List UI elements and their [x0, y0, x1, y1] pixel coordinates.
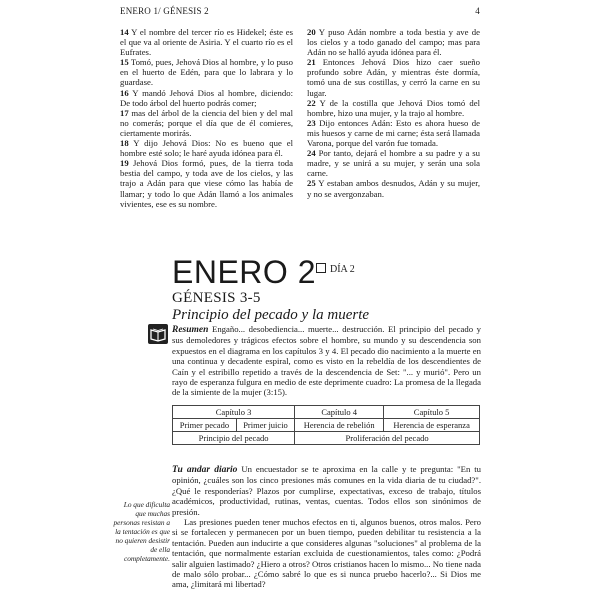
chart-cell: Herencia de rebelión: [295, 419, 384, 432]
open-book-icon: [148, 324, 168, 344]
chart-cell: Herencia de esperanza: [384, 419, 480, 432]
day-checkbox[interactable]: [316, 263, 355, 275]
day-checkbox-label: DÍA 2: [330, 264, 355, 275]
verse: 20 Y puso Adán nombre a toda bestia y ave de los cielos y a todo ganado del campo; mas para Adán no se halló ayuda idónea para él.: [307, 27, 480, 58]
verse: 18 Y dijo Jehová Dios: No es bueno que el hombre esté solo; le haré ayuda idónea para él.: [120, 138, 293, 159]
chart-header-ch3: Capítulo 3: [173, 406, 295, 419]
reading-subtitle: Principio del pecado y la muerte: [172, 307, 370, 323]
summary-text: Engaño... desobediencia... muerte... destrucción. El principio del pecado y sus demoledores y trágicos efectos sobre el hombre, su mundo y su descendencia son expuestos en el diagrama en los capítulos 3 y 4. El pecado dio nacimiento a la muerte en una continua y decadente espiral, como es visto en la rebeldía de los descendientes de Caín y el estribillo repetido a través de la descendencia de Set: "... y murió". Pero un rayo de esperanza fulgura en medio de este deprimente cuadro: La promesa de la llegada de la simiente de la mujer (3:15).: [172, 324, 481, 398]
verse: 19 Jehová Dios formó, pues, de la tierra toda bestia del campo, y toda ave de los cielos, y las trajo a Adán para que viese cómo las había de llamar; y todo lo que Adán llamó a los animales vivientes, ese es su nombre.: [120, 158, 294, 209]
chart-header-ch5: Capítulo 5: [384, 406, 480, 419]
daily-walk-paragraph: Tu andar diario Un encuestador se te aproxima en la calle y te pregunta: "En tu opinión, ¿cuáles son los cinco presiones más comunes en la vida diaria de tu ciudad?". ¿Qué le responderías? Plazos por cumplirse, expectativas, exceso de trabajo, títulos académicos, productividad, rutinas, ventas, cuentas. Todos ellos son sinónimos de presión.: [172, 464, 481, 517]
summary-section: [172, 324, 481, 398]
page-number: 4: [475, 6, 480, 16]
verse: 21 Entonces Jehová Dios hizo caer sueño profundo sobre Adán, y mientras éste dormía, tomó una de sus costillas, y cerró la carne en su lugar.: [307, 57, 480, 98]
chapter-chart: [172, 405, 480, 445]
passage-reference: GÉNESIS 3-5: [172, 290, 261, 306]
checkbox-icon[interactable]: [316, 263, 326, 273]
running-header: [120, 6, 480, 20]
verse: 16 Y mandó Jehová Dios al hombre, diciendo: De todo árbol del huerto podrás comer;: [120, 87, 293, 108]
verse: 15 Tomó, pues, Jehová Dios al hombre, y lo puso en el huerto de Edén, para que lo labrara y lo guardase.: [120, 57, 293, 88]
day-title: ENERO 2: [172, 254, 316, 290]
verse: 22 Y de la costilla que Jehová Dios tomó del hombre, hizo una mujer, y la trajo al hombre.: [307, 97, 480, 118]
verse: 17 mas del árbol de la ciencia del bien y del mal no comerás; porque el día que de él comieres, ciertamente morirás.: [120, 107, 294, 138]
daily-walk-paragraph: Las presiones pueden tener muchos efectos en ti, algunos buenos, otros malos. Pero si se fortalecen y permanecen por un buen tiempo, pueden debilitar tu resistencia a la tentación. Pueden aun inducirte a que consideres algunas "soluciones" al problema de la tentación, que normalmente estarían excluida de cuestionamientos, tales como: ¿Podrá salir alguien lastimado? ¿Hiero a otros? Otros cristianos hacen lo mismo... No tiene nada de malo sólo probar... ¿Cómo sabré lo que es si nunca pruebo hacerlo?... Si Dios me ama, ¿limitará mi libertad?: [172, 517, 481, 590]
verse: 14 Y el nombre del tercer río es Hidekel; éste es el que va al oriente de Asiria. Y el cuarto río es el Eufrates.: [120, 27, 293, 58]
chart-footer: Principio del pecado: [173, 432, 295, 445]
chart-cell: Primer juicio: [236, 419, 294, 432]
chart-cell: Primer pecado: [173, 419, 237, 432]
verse: 24 Por tanto, dejará el hombre a su padre y a su madre, y se unirá a su mujer, y serán una sola carne.: [307, 148, 481, 179]
header-reference: ENERO 1/ GÉNESIS 2: [120, 6, 209, 16]
daily-walk-section: [172, 464, 481, 590]
chart-header-ch4: Capítulo 4: [295, 406, 384, 419]
daily-walk-lead: Tu andar diario: [172, 465, 238, 475]
summary-lead: Resumen: [172, 325, 209, 335]
margin-note: Lo que dificulta que muchas personas resistan a la tentación es que no quieren desistir de ella completamente.: [113, 500, 170, 563]
chart-footer: Proliferación del pecado: [295, 432, 480, 445]
verse: 23 Dijo entonces Adán: Esto es ahora hueso de mis huesos y carne de mi carne; ésta será llamada Varona, porque del varón fue tomada.: [307, 117, 481, 149]
verse-column-right: [307, 27, 480, 199]
verse: 25 Y estaban ambos desnudos, Adán y su mujer, y no se avergonzaban.: [307, 178, 480, 199]
verse-column-left: [120, 27, 293, 209]
